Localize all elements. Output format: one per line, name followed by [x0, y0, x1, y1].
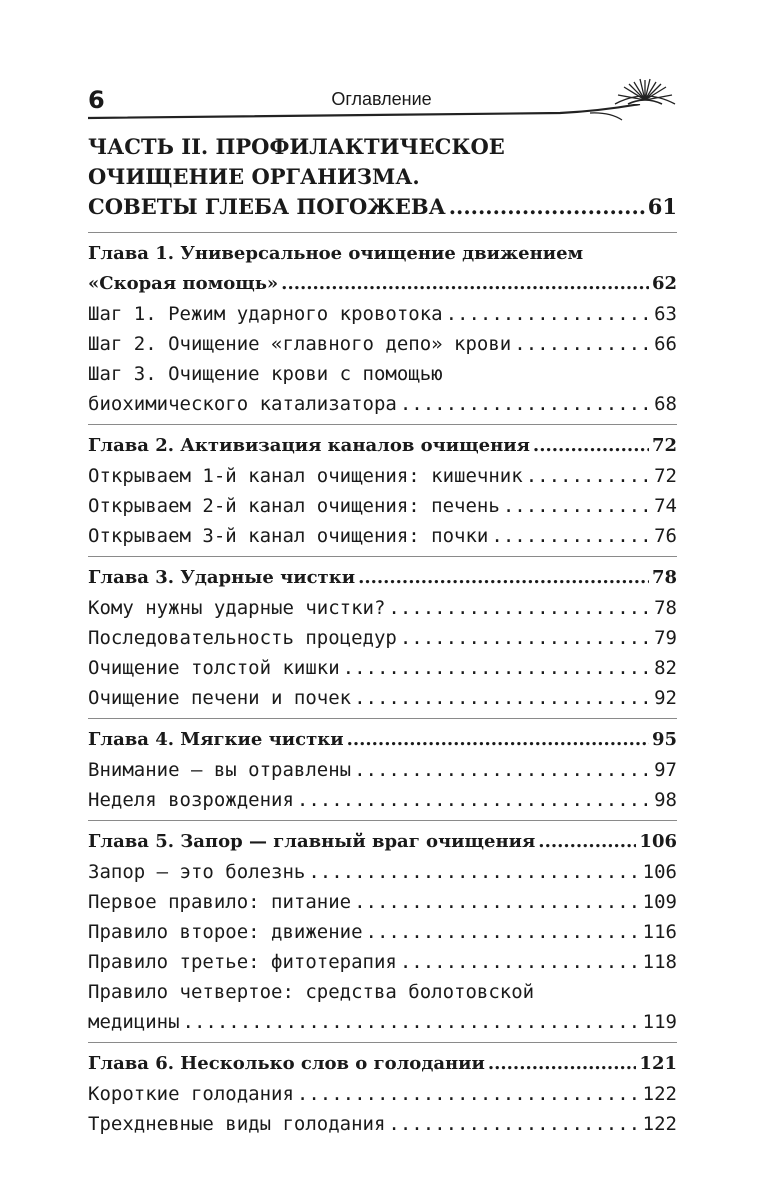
toc-entry [88, 389, 677, 419]
toc-entry [88, 1007, 677, 1037]
page-ref: 72 [654, 465, 677, 487]
running-title: Оглавление [331, 89, 432, 109]
divider [88, 820, 677, 821]
entry-title: Первое правило: питание [88, 891, 352, 913]
toc-entry [88, 725, 677, 755]
toc-entry [88, 947, 677, 977]
dot-leader [514, 329, 651, 359]
entry-title: Шаг 2. Очищение «главного депо» крови [88, 333, 512, 355]
page-ref: 78 [654, 597, 677, 619]
chapter-title: Глава 4. Мягкие чистки [88, 729, 344, 750]
dot-leader [533, 431, 649, 461]
toc-entry [88, 329, 677, 359]
entry-title: Правило третье: фитотерапия [88, 951, 397, 973]
chapter-block [88, 431, 677, 551]
toc-entry [88, 563, 677, 593]
page-ref: 97 [654, 759, 677, 781]
toc-entry [88, 593, 677, 623]
dot-leader [354, 683, 651, 713]
chapter-block [88, 827, 677, 1037]
entry-title: Очищение печени и почек [88, 687, 352, 709]
entry-title: Кому нужны ударные чистки? [88, 597, 386, 619]
toc-entry [88, 521, 677, 551]
toc-entry [88, 1049, 677, 1079]
page-ref: 68 [654, 393, 677, 415]
toc-entry [88, 491, 677, 521]
part-heading [88, 132, 677, 222]
toc-entry [88, 269, 677, 299]
toc-entry [88, 1079, 677, 1109]
toc-entry [88, 857, 677, 887]
page-ref: 82 [654, 657, 677, 679]
chapter-title: Глава 5. Запор — главный враг очищения [88, 831, 536, 852]
dot-leader [358, 563, 649, 593]
entry-title: Неделя возрождения [88, 789, 294, 811]
entry-title: Внимание — вы отравлены [88, 759, 352, 781]
dot-leader [354, 887, 640, 917]
chapter-block [88, 239, 677, 419]
page-ref: 121 [639, 1053, 677, 1074]
entry-title: Последовательность процедур [88, 627, 397, 649]
page-ref: 72 [651, 435, 677, 456]
chapter-title: Глава 1. Универсальное очищение движением [88, 243, 584, 264]
toc-entry [88, 431, 677, 461]
page-ref: 76 [654, 525, 677, 547]
entry-title: Открываем 3-й канал очищения: почки [88, 525, 489, 547]
dot-leader [366, 917, 640, 947]
page-ref: 118 [642, 951, 677, 973]
entry-title: Очищение толстой кишки [88, 657, 340, 679]
part-title-line: СОВЕТЫ ГЛЕБА ПОГОЖЕВА [88, 194, 446, 219]
page-ref: 92 [654, 687, 677, 709]
toc-entry [88, 461, 677, 491]
entry-title: Открываем 2-й канал очищения: печень [88, 495, 500, 517]
page-ref: 62 [651, 273, 677, 294]
divider [88, 232, 677, 233]
dot-leader [281, 269, 649, 299]
dot-leader [343, 653, 651, 683]
entry-title: Шаг 1. Режим ударного кровотока [88, 303, 443, 325]
entry-title: Правило второе: движение [88, 921, 363, 943]
chapter-title: Глава 6. Несколько слов о голодании [88, 1053, 485, 1074]
dot-leader [446, 299, 652, 329]
toc-entry [88, 1109, 677, 1139]
toc-entry [88, 917, 677, 947]
entry-title: Шаг 3. Очищение крови с помощью [88, 363, 443, 385]
dot-leader [526, 461, 651, 491]
page-ref: 61 [647, 194, 677, 219]
dot-leader [347, 725, 649, 755]
dot-leader [400, 623, 651, 653]
divider [88, 1042, 677, 1043]
entry-title: Открываем 1-й канал очищения: кишечник [88, 465, 523, 487]
chapter-block [88, 725, 677, 815]
dot-leader [400, 947, 640, 977]
entry-title: Запор — это болезнь [88, 861, 306, 883]
part-title-line: ЧАСТЬ II. ПРОФИЛАКТИЧЕСКОЕ [88, 134, 505, 159]
toc-entry [88, 299, 677, 329]
page-ref: 122 [642, 1113, 677, 1135]
chapter-title: Глава 2. Активизация каналов очищения [88, 435, 530, 456]
dot-leader [297, 1079, 640, 1109]
divider [88, 556, 677, 557]
toc-entry [88, 653, 677, 683]
header-rule-ornament [0, 0, 763, 130]
dot-leader [503, 491, 651, 521]
dot-leader [449, 192, 645, 222]
dot-leader [308, 857, 639, 887]
toc-entry [88, 785, 677, 815]
divider [88, 424, 677, 425]
toc-entry [88, 192, 677, 222]
toc-entry [88, 683, 677, 713]
page-ref: 79 [654, 627, 677, 649]
page-ref: 106 [642, 861, 677, 883]
page-header [0, 0, 763, 130]
chapter-title: Глава 3. Ударные чистки [88, 567, 356, 588]
page-ref: 63 [654, 303, 677, 325]
page-ref: 122 [642, 1083, 677, 1105]
page-ref: 119 [642, 1011, 677, 1033]
dot-leader [297, 785, 651, 815]
chapter-block [88, 563, 677, 713]
toc-entry [88, 623, 677, 653]
entry-title: медицины [88, 1011, 180, 1033]
dot-leader [538, 827, 636, 857]
toc-entry [88, 755, 677, 785]
dot-leader [388, 593, 651, 623]
toc-entry [88, 827, 677, 857]
dot-leader [400, 389, 651, 419]
page-ref: 95 [651, 729, 677, 750]
chapter-title: «Скорая помощь» [88, 273, 279, 294]
entry-title: Короткие голодания [88, 1083, 294, 1105]
dot-leader [491, 521, 651, 551]
dot-leader [354, 755, 651, 785]
dot-leader [183, 1007, 640, 1037]
page-number: 6 [88, 86, 105, 114]
page-ref: 109 [642, 891, 677, 913]
toc-entry [88, 887, 677, 917]
part-title-line: ОЧИЩЕНИЕ ОРГАНИЗМА. [88, 164, 420, 189]
dot-leader [488, 1049, 637, 1079]
entry-title: Правило четвертое: средства болотовской [88, 981, 535, 1003]
table-of-contents [88, 132, 677, 1139]
dot-leader [388, 1109, 639, 1139]
page-ref: 66 [654, 333, 677, 355]
page-ref: 74 [654, 495, 677, 517]
divider [88, 718, 677, 719]
chapter-block [88, 1049, 677, 1139]
page-ref: 78 [651, 567, 677, 588]
page-ref: 106 [639, 831, 677, 852]
page-ref: 116 [642, 921, 677, 943]
entry-title: биохимического катализатора [88, 393, 397, 415]
entry-title: Трехдневные виды голодания [88, 1113, 386, 1135]
page-ref: 98 [654, 789, 677, 811]
